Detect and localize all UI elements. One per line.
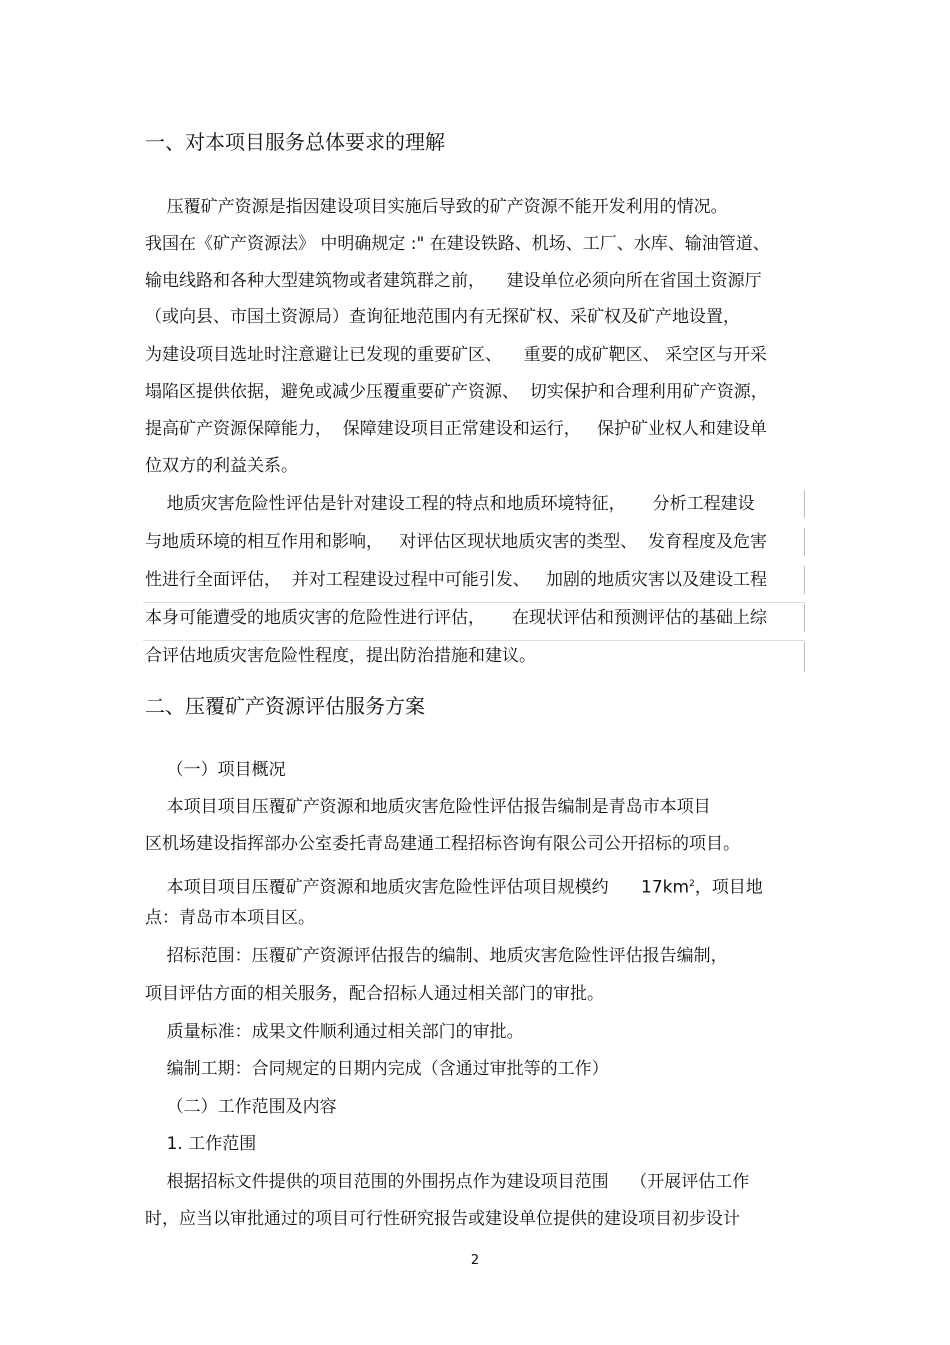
paragraph-line: 项目评估方面的相关服务，配合招标人通过相关部门的审批。 — [145, 984, 604, 1004]
paragraph-line: 性进行全面评估， 并对工程建设过程中可能引发、 加剧的地质灾害以及建设工程 — [145, 570, 768, 590]
paragraph-line: 合评估地质灾害危险性程度，提出防治措施和建议。 — [145, 646, 536, 666]
paragraph-line: 压覆矿产资源是指因建设项目实施后导致的矿产资源不能开发利用的情况。 — [145, 197, 728, 217]
paragraph-line: 点：青岛市本项目区。 — [145, 908, 315, 928]
paragraph-line: 编制工期：合同规定的日期内完成（含通过审批等的工作） — [145, 1059, 609, 1079]
paragraph-line: 塌陷区提供依据，避免或减少压覆重要矿产资源、 切实保护和合理利用矿产资源， — [145, 382, 768, 402]
scale-text: 本项目项目压覆矿产资源和地质灾害危险性评估项目规模约 17km — [145, 877, 690, 898]
paragraph-line: 提高矿产资源保障能力， 保障建设项目正常建设和运行， 保护矿业权人和建设单 — [145, 419, 768, 439]
subheading-scope: （二）工作范围及内容 — [145, 1097, 337, 1117]
page-number: 2 — [470, 1253, 480, 1268]
frame-divider — [143, 640, 805, 641]
paragraph-line — [145, 872, 763, 900]
paragraph-line: 质量标准：成果文件顺利通过相关部门的审批。 — [145, 1022, 524, 1042]
frame-edge — [804, 528, 805, 556]
frame-edge — [804, 490, 805, 518]
section2-heading: 二、压覆矿产资源评估服务方案 — [145, 694, 425, 718]
section1-heading: 一、对本项目服务总体要求的理解 — [145, 130, 445, 154]
paragraph-line: 与地质环境的相互作用和影响， 对评估区现状地质灾害的类型、 发育程度及危害 — [145, 532, 768, 552]
paragraph-line: 为建设项目选址时注意避让已发现的重要矿区、 重要的成矿靶区、 采空区与开采 — [145, 345, 768, 365]
subheading-overview: （一）项目概况 — [145, 760, 286, 780]
paragraph-line: 本身可能遭受的地质灾害的危险性进行评估， 在现状评估和预测评估的基础上综 — [145, 608, 768, 628]
frame-divider — [143, 602, 805, 603]
paragraph-line: 区机场建设指挥部办公室委托青岛建通工程招标咨询有限公司公开招标的项目。 — [145, 834, 740, 854]
paragraph-line: 我国在《矿产资源法》 中明确规定 :" 在建设铁路、机场、工厂、水库、输油管道、 — [145, 234, 770, 254]
paragraph-line: 位双方的利益关系。 — [145, 456, 298, 476]
paragraph-line: 输电线路和各种大型建筑物或者建筑群之前， 建设单位必须向所在省国土资源厅 — [145, 271, 762, 291]
paragraph-line: 根据招标文件提供的项目范围的外围拐点作为建设项目范围 （开展评估工作 — [145, 1172, 750, 1192]
frame-edge — [804, 642, 805, 672]
paragraph-line: （或向县、市国土资源局）查询征地范围内有无探矿权、采矿权及矿产地设置， — [145, 307, 740, 327]
item-heading: 1. 工作范围 — [145, 1134, 257, 1154]
frame-edge — [804, 566, 805, 594]
scale-text-tail: ，项目地 — [694, 877, 763, 898]
paragraph-line: 本项目项目压覆矿产资源和地质灾害危险性评估报告编制是青岛市本项目 — [145, 797, 711, 817]
paragraph-line: 招标范围：压覆矿产资源评估报告的编制、地质灾害危险性评估报告编制， — [145, 946, 728, 966]
frame-edge — [804, 604, 805, 632]
area-unit-superscript: 2 — [689, 879, 695, 889]
paragraph-line: 时，应当以审批通过的项目可行性研究报告或建设单位提供的建设项目初步设计 — [145, 1209, 740, 1229]
paragraph-line: 地质灾害危险性评估是针对建设工程的特点和地质环境特征， 分析工程建设 — [145, 494, 755, 514]
